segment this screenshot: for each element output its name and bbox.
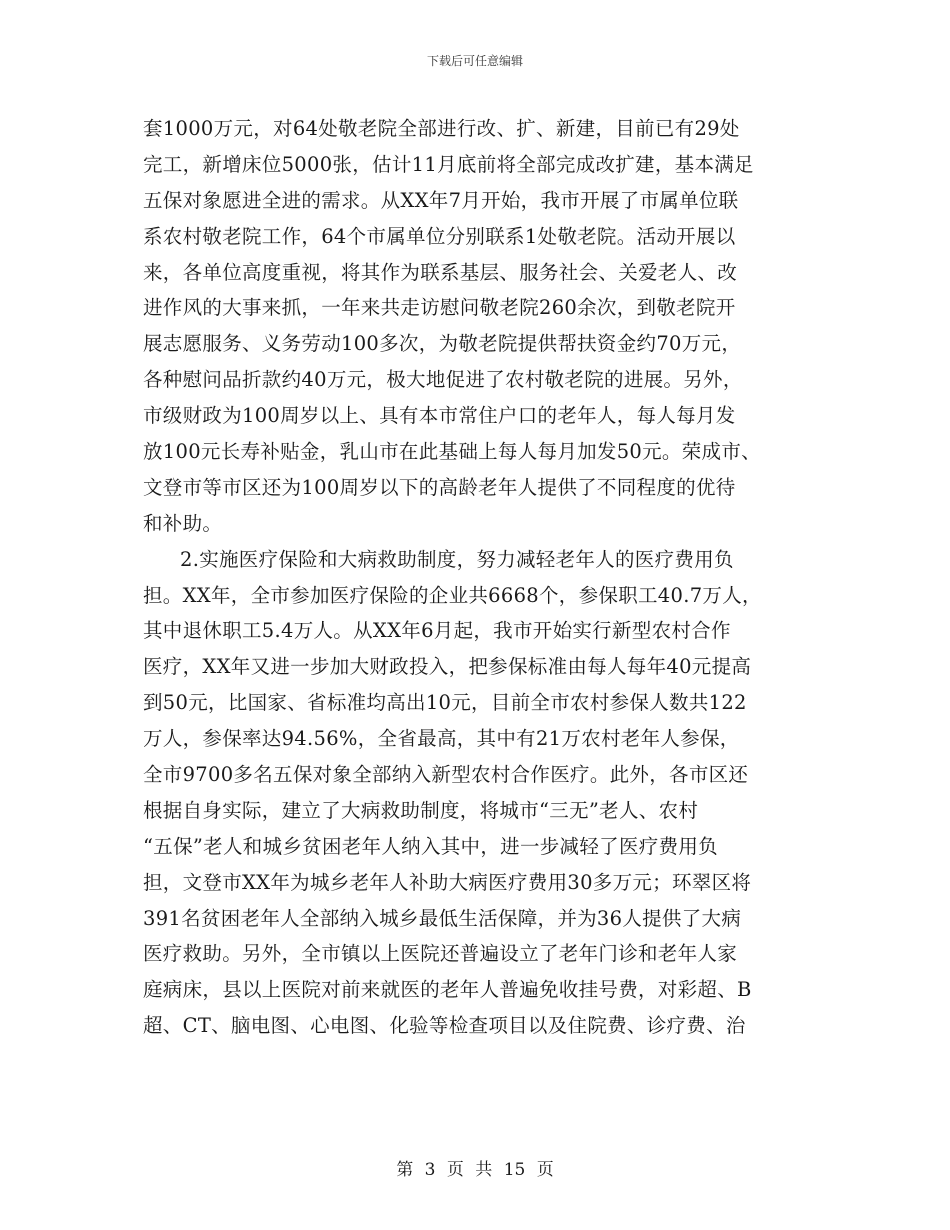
text-line: 担，文登市XX年为城乡老年人补助大病医疗费用30多万元；环翠区将 [143, 870, 752, 894]
text-line: 放100元长寿补贴金，乳山市在此基础上每人每月加发50元。荣成市、 [143, 440, 761, 464]
text-line: 市级财政为100周岁以上、具有本市常住户口的老年人，每人每月发 [143, 404, 736, 428]
text-line: 根据自身实际，建立了大病救助制度，将城市“三无”老人、农村 [143, 798, 699, 822]
text-line: 庭病床，县以上医院对前来就医的老年人普遍免收挂号费，对彩超、B [143, 978, 752, 1002]
text-line: 各种慰问品折款约40万元，极大地促进了农村敬老院的进展。另外， [143, 368, 743, 392]
text-line: 展志愿服务、义务劳动100多次，为敬老院提供帮扶资金约70万元， [143, 332, 742, 356]
page-number-footer: 第 3 页 共 15 页 [396, 1160, 554, 1180]
text-line: 五保对象愿进全进的需求。从XX年7月开始，我市开展了市属单位联 [143, 188, 739, 212]
text-line: 超、CT、脑电图、心电图、化验等检查项目以及住院费、诊疗费、治 [143, 1014, 746, 1038]
text-line: 到50元，比国家、省标准均高出10元，目前全市农村参保人数共122 [143, 691, 747, 715]
text-line: 文登市等市区还为100周岁以下的高龄老年人提供了不同程度的优待 [143, 475, 736, 499]
text-line: 医疗，XX年又进一步加大财政投入，把参保标准由每人每年40元提高 [143, 655, 752, 679]
paragraph [143, 111, 813, 542]
text-line: 全市9700多名五保对象全部纳入新型农村合作医疗。此外，各市区还 [143, 763, 749, 787]
text-line: “五保”老人和城乡贫困老年人纳入其中，进一步减轻了医疗费用负 [143, 834, 718, 858]
text-line: 进作风的大事来抓，一年来共走访慰问敬老院260余次，到敬老院开 [143, 296, 736, 320]
text-line: 来，各单位高度重视，将其作为联系基层、服务社会、关爱老人、改 [143, 260, 738, 284]
text-line: 391名贫困老年人全部纳入城乡最低生活保障，并为36人提供了大病 [143, 906, 742, 930]
paragraph [143, 542, 813, 1044]
text-line: 医疗救助。另外，全市镇以上医院还普遍设立了老年门诊和老年人家 [143, 942, 738, 966]
text-line: 完工，新增床位5000张，估计11月底前将全部完成改扩建，基本满足 [143, 152, 754, 176]
text-line: 和补助。 [143, 511, 223, 535]
text-line: 套1000万元，对64处敬老院全部进行改、扩、新建，目前已有29处 [143, 117, 740, 140]
text-line: 其中退休职工5.4万人。从XX年6月起，我市开始实行新型农村合作 [143, 619, 731, 643]
text-line: 万人，参保率达94.56%，全省最高，其中有21万农村老年人参保， [143, 727, 740, 751]
text-line: 2.实施医疗保险和大病救助制度，努力减轻老年人的医疗费用负 [180, 547, 734, 571]
page-header: 下载后可任意编辑 [426, 54, 523, 68]
text-line: 担。XX年，全市参加医疗保险的企业共6668个，参保职工40.7万人， [143, 583, 762, 607]
document-body [143, 111, 813, 1044]
text-line: 系农村敬老院工作，64个市属单位分别联系1处敬老院。活动开展以 [143, 224, 736, 248]
